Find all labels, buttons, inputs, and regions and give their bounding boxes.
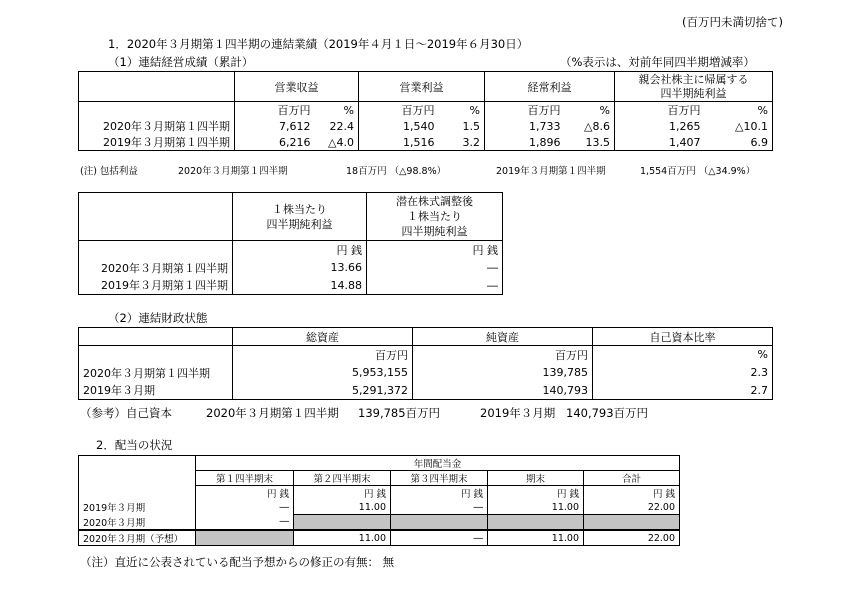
eps-header-line1: １株当たり bbox=[272, 202, 327, 216]
header-row bbox=[79, 328, 773, 346]
value-cell bbox=[294, 515, 391, 531]
diluted-eps-header-line3: 四半期純利益 bbox=[401, 225, 468, 238]
row-label: 2020年３月期第１四半期 bbox=[79, 118, 235, 134]
value-cell bbox=[584, 515, 680, 531]
percent-note: （%表示は、対前年同四半期増減率） bbox=[560, 55, 755, 69]
equity-ref-period2: 2019年３月期 bbox=[480, 406, 556, 420]
value-cell: 13.66 bbox=[233, 259, 367, 277]
net-income-header-line2: 四半期純利益 bbox=[660, 86, 727, 100]
row-label: 2020年３月期 bbox=[79, 515, 196, 531]
value-cell: 1,265 bbox=[615, 118, 705, 134]
col-header-diluted-eps bbox=[367, 193, 503, 241]
value-cell: 139,785 bbox=[413, 364, 593, 382]
col-header-q3: 第３四半期末 bbox=[391, 471, 488, 486]
annual-dividend-header: 年間配当金 bbox=[196, 456, 680, 471]
unit-cell: 百万円 bbox=[359, 102, 439, 119]
table-row bbox=[79, 382, 773, 400]
row-label: 2020年３月期第１四半期 bbox=[79, 259, 233, 277]
value-cell: 1.5 bbox=[462, 119, 480, 133]
diluted-eps-header-line2: １株当たり bbox=[407, 210, 462, 223]
table-row bbox=[79, 134, 773, 151]
financial-position-table bbox=[78, 327, 773, 400]
unit-cell: % bbox=[705, 102, 773, 119]
col-header-revenue: 営業収益 bbox=[235, 72, 359, 102]
row-label: 2020年３月期（予想） bbox=[79, 530, 196, 546]
net-income-header-line1: 親会社株主に帰属する bbox=[638, 72, 749, 86]
value-cell: 2.7 bbox=[593, 382, 773, 400]
blank-header bbox=[79, 328, 233, 346]
unit-row bbox=[79, 102, 773, 119]
value-cell: 1,896 bbox=[485, 134, 565, 151]
comprehensive-income-period1: 2020年３月期第１四半期 bbox=[178, 166, 288, 177]
unit-cell: 百万円 bbox=[615, 102, 705, 119]
value-cell: △10.1 bbox=[705, 118, 773, 134]
comprehensive-income-label: (注) 包括利益 bbox=[80, 166, 138, 177]
group-header-row bbox=[79, 456, 680, 471]
unit-cell: 円 銭 bbox=[391, 486, 488, 501]
header-row bbox=[79, 193, 503, 241]
value-cell bbox=[488, 515, 584, 531]
unit-blank bbox=[79, 346, 233, 364]
unit-cell: 円 銭 bbox=[367, 241, 503, 259]
col-header-total: 合計 bbox=[584, 471, 680, 486]
table-row bbox=[79, 515, 680, 531]
table-row bbox=[79, 364, 773, 382]
value-cell: 7,612 bbox=[235, 118, 315, 134]
equity-ref-label: （参考）自己資本 bbox=[80, 406, 172, 420]
comprehensive-income-value1: 18百万円 （△98.8%） bbox=[346, 166, 447, 177]
value-cell: 22.00 bbox=[584, 530, 680, 546]
section1-title: 1．2020年３月期第１四半期の連結業績（2019年４月１日～2019年６月30日） bbox=[108, 37, 529, 51]
unit-cell: 百万円 bbox=[235, 102, 315, 119]
unit-cell: 百万円 bbox=[233, 346, 413, 364]
header-row bbox=[79, 72, 773, 102]
col-header-q1: 第１四半期末 bbox=[196, 471, 294, 486]
value-cell: 22.4 bbox=[329, 119, 354, 133]
unit-cell: % bbox=[565, 102, 615, 119]
value-cell: 3.2 bbox=[439, 134, 485, 151]
value-cell: 22.00 bbox=[584, 500, 680, 515]
unit-cell: 百万円 bbox=[413, 346, 593, 364]
value-cell: ― bbox=[367, 277, 503, 295]
value-cell: 5,953,155 bbox=[233, 364, 413, 382]
table-row bbox=[79, 500, 680, 515]
unit-cell: % bbox=[315, 102, 359, 119]
value-cell: 11.00 bbox=[294, 500, 391, 515]
value-cell: 11.00 bbox=[488, 530, 584, 546]
col-header-eps bbox=[233, 193, 367, 241]
table-row bbox=[79, 118, 773, 134]
value-cell bbox=[196, 530, 294, 546]
col-header-year-end: 期末 bbox=[488, 471, 584, 486]
value-cell: 140,793 bbox=[413, 382, 593, 400]
unit-cell: 円 銭 bbox=[488, 486, 584, 501]
value-cell: 13.5 bbox=[565, 134, 615, 151]
eps-table bbox=[78, 192, 503, 295]
unit-cell: % bbox=[593, 346, 773, 364]
eps-header-line2: 四半期純利益 bbox=[266, 217, 333, 231]
value-cell: 1,516 bbox=[359, 134, 439, 151]
value-cell: 1,733 bbox=[485, 118, 565, 134]
unit-row bbox=[79, 241, 503, 259]
blank-header bbox=[79, 456, 196, 486]
unit-cell: % bbox=[439, 102, 485, 119]
dividend-revision-note: （注）直近に公表されている配当予想からの修正の有無： 無 bbox=[80, 555, 395, 569]
value-cell: 11.00 bbox=[294, 530, 391, 546]
equity-ref-value1: 139,785百万円 bbox=[358, 406, 441, 420]
value-cell: ― bbox=[391, 530, 488, 546]
unit-cell: 百万円 bbox=[485, 102, 565, 119]
col-header-q2: 第２四半期末 bbox=[294, 471, 391, 486]
value-cell: ― bbox=[196, 500, 294, 515]
value-cell: 11.00 bbox=[488, 500, 584, 515]
row-label: 2019年３月期第１四半期 bbox=[79, 277, 233, 295]
diluted-eps-header-line1: 潜在株式調整後 bbox=[396, 195, 473, 208]
dividends-table bbox=[78, 455, 680, 546]
operating-results-table bbox=[78, 71, 773, 151]
comprehensive-income-value2: 1,554百万円 （△34.9%） bbox=[640, 166, 756, 177]
equity-ref-period1: 2020年３月期第１四半期 bbox=[206, 406, 339, 420]
comprehensive-income-period2: 2019年３月期第１四半期 bbox=[496, 166, 606, 177]
section1-sub2-title: （2）連結財政状態 bbox=[108, 311, 208, 325]
value-cell: 6.9 bbox=[705, 134, 773, 151]
equity-ref-value2: 140,793百万円 bbox=[566, 406, 649, 420]
value-cell: 1,407 bbox=[615, 134, 705, 151]
table-row bbox=[79, 530, 680, 546]
table-row bbox=[79, 259, 503, 277]
section2-title: 2．配当の状況 bbox=[96, 438, 173, 452]
value-cell: ― bbox=[367, 259, 503, 277]
col-header-operating-income: 営業利益 bbox=[359, 72, 485, 102]
col-header-net-income bbox=[615, 72, 773, 102]
value-cell: 14.88 bbox=[233, 277, 367, 295]
unit-row bbox=[79, 346, 773, 364]
unit-note: (百万円未満切捨て) bbox=[682, 15, 783, 29]
col-header-equity-ratio: 自己資本比率 bbox=[593, 328, 773, 346]
row-label: 2019年３月期 bbox=[79, 500, 196, 515]
blank-header bbox=[79, 72, 235, 102]
unit-blank bbox=[79, 102, 235, 119]
value-cell: △8.6 bbox=[584, 119, 610, 133]
value-cell: 6,216 bbox=[235, 134, 315, 151]
section1-sub1-title: （1）連結経営成績（累計） bbox=[108, 55, 254, 69]
unit-cell: 円 銭 bbox=[233, 241, 367, 259]
unit-cell: 円 銭 bbox=[294, 486, 391, 501]
value-cell: ― bbox=[196, 515, 294, 531]
row-label: 2019年３月期第１四半期 bbox=[79, 134, 235, 151]
value-cell: △4.0 bbox=[315, 134, 359, 151]
value-cell bbox=[391, 515, 488, 531]
unit-blank bbox=[79, 241, 233, 259]
value-cell: ― bbox=[391, 500, 488, 515]
value-cell: 5,291,372 bbox=[233, 382, 413, 400]
value-cell: 2.3 bbox=[593, 364, 773, 382]
table-row bbox=[79, 277, 503, 295]
unit-cell: 円 銭 bbox=[196, 486, 294, 501]
row-label: 2020年３月期第１四半期 bbox=[79, 364, 233, 382]
value-cell: 1,540 bbox=[359, 118, 439, 134]
unit-row bbox=[79, 486, 680, 501]
col-header-total-assets: 総資産 bbox=[233, 328, 413, 346]
blank-header bbox=[79, 193, 233, 241]
col-header-ordinary-income: 経常利益 bbox=[485, 72, 615, 102]
unit-blank bbox=[79, 486, 196, 501]
col-header-net-assets: 純資産 bbox=[413, 328, 593, 346]
unit-cell: 円 銭 bbox=[584, 486, 680, 501]
row-label: 2019年３月期 bbox=[79, 382, 233, 400]
